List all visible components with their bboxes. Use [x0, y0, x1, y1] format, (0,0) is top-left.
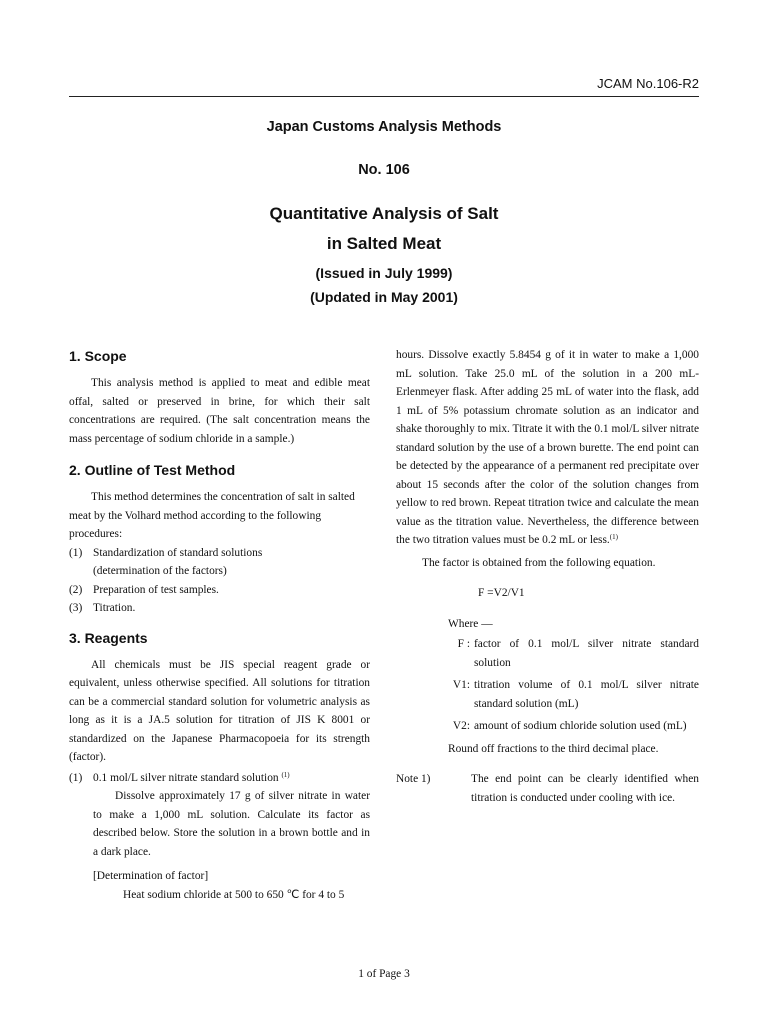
reagent-item-1: [69, 769, 370, 905]
reagent-item-text: Dissolve approximately 17 g of silver nitrate in water to make a 1,000 mL solution. Calculate its factor as described below. Store the solution in a brown bottle and in a dark place.: [93, 790, 370, 858]
outline-item-text: Preparation of test samples.: [93, 583, 219, 596]
updated-date: (Updated in May 2001): [310, 289, 458, 305]
method-number: No. 106: [358, 162, 410, 178]
outline-item-subtext: (determination of the factors): [93, 565, 227, 577]
document-title-line2: in Salted Meat: [326, 234, 442, 253]
issued-date: (Issued in July 1999): [315, 265, 453, 281]
scope-heading: 1. Scope: [69, 348, 127, 364]
definition-key: V1:: [452, 679, 470, 691]
note-key: Note 1): [396, 773, 431, 785]
footnote-ref: (1): [609, 533, 618, 541]
factor-intro: The factor is obtained from the following equation.: [422, 556, 656, 569]
outline-item-number: (2): [69, 583, 83, 596]
factor-heading: [Determination of factor]: [93, 870, 209, 882]
page-number: 1 of Page 3: [358, 968, 410, 980]
definition-v2: [396, 717, 699, 736]
round-off-text: Round off fractions to the third decimal place.: [448, 742, 659, 755]
equation: F =V2/V1: [478, 587, 525, 599]
reagent-item-number: (1): [69, 771, 83, 784]
left-column: [69, 346, 370, 904]
outline-item-text: Standardization of standard solutions: [93, 546, 263, 559]
outline-item-3: [69, 599, 370, 618]
definition-key: F :: [457, 638, 470, 650]
document-id: JCAM No.106-R2: [597, 76, 699, 91]
outline-item-text: Titration.: [93, 602, 136, 614]
where-label: Where —: [448, 617, 493, 630]
definition-f: [396, 635, 699, 672]
right-column: [396, 346, 699, 807]
factor-text-start: Heat sodium chloride at 500 to 650 ℃ for 4 to 5: [123, 888, 345, 901]
scope-text: This analysis method is applied to meat and edible meat offal, salted or preserved in brine, for which their salt concentrations are required. (The salt concentration means the mass percentage of sodium chloride in a sample.): [69, 377, 370, 445]
reagents-intro: All chemicals must be JIS special reagent grade or equivalent, unless otherwise specified. All solutions for titration can be a commercial standard solution for volumetric analysis as long as it is a JA.5 solution for titration of JIS K 8001 or standardized on the Japanese Pharmacopoeia for its strength (factor).: [69, 658, 370, 763]
outline-item-1: [69, 544, 370, 581]
definition-text: titration volume of 0.1 mol/L silver nitrate standard solution (mL): [474, 679, 699, 710]
definition-text: factor of 0.1 mol/L silver nitrate standard solution: [474, 638, 699, 669]
definition-text: amount of sodium chloride solution used (mL): [474, 720, 687, 732]
outline-intro: This method determines the concentration of salt in salted meat by the Volhard method according to the following procedures:: [69, 491, 355, 540]
reagents-heading: 3. Reagents: [69, 629, 148, 646]
outline-item-2: [69, 581, 370, 600]
procedure-text: [396, 346, 699, 550]
definition-key: V2:: [452, 720, 470, 732]
definition-v1: [396, 676, 699, 713]
document-title-line1: Quantitative Analysis of Salt: [269, 204, 499, 223]
header-rule: [69, 96, 699, 97]
note-1: [396, 770, 699, 807]
outline-heading: 2. Outline of Test Method: [69, 462, 236, 478]
reagent-item-title: 0.1 mol/L silver nitrate standard solution: [93, 771, 279, 784]
note-text: The end point can be clearly identified when titration is conducted under cooling with ice.: [471, 773, 699, 804]
footnote-ref: (1): [281, 770, 290, 779]
outline-item-number: (3): [69, 602, 83, 614]
procedure-text-body: hours. Dissolve exactly 5.8454 g of it in water to make a 1,000 mL solution. Take 25.0 mL of the solution in a 200 mL-Erlenmeyer flask. After adding 25 mL of water into the flask, add 1 mL of 5% potassium chromate solution as an indicator and shake thoroughly to mix. Titrate it with the 0.1 mol/L silver nitrate standard solution by the use of a brown burette. The end point can be detected by the appearance of a permanent red precipitate over about 15 seconds after the color of the solution changes from yellow to red brown. Repeat titration twice and calculate the mean value as the titration value. Nevertheless, the difference between the two titration values must be 0.2 mL or less.: [396, 349, 699, 546]
organization-title: Japan Customs Analysis Methods: [266, 119, 502, 135]
outline-item-number: (1): [69, 546, 83, 559]
